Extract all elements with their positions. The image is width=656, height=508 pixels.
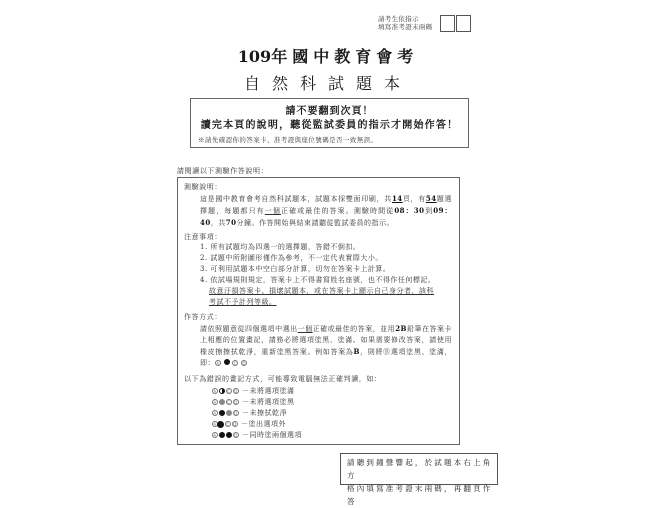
bubble-half-filled-icon xyxy=(219,388,225,394)
bubble-c-icon: C xyxy=(226,422,230,427)
exam-title-rest: 年國中教育會考 xyxy=(271,47,419,66)
instructions-intro: 請閱讀以下測驗作答說明： xyxy=(177,167,269,175)
example-answer: B xyxy=(353,347,360,356)
bubble-a-icon: A xyxy=(216,361,220,366)
duration-minutes: 70 xyxy=(225,218,237,227)
bubble-d-icon: D xyxy=(242,361,246,366)
bubble-a-icon: A xyxy=(213,433,217,438)
page-count: 14 xyxy=(391,194,403,203)
example-bubbles xyxy=(215,359,247,367)
bubble-d-icon: D xyxy=(234,389,238,394)
warning-line3: ※請先確認你的答案卡、准考證與座位號碼是否一致無誤。 xyxy=(198,136,378,144)
instructions-box xyxy=(177,177,460,445)
exam-code-instruction-line2: 填寫准考證末兩碼 xyxy=(378,23,433,31)
subject-title: 自然科試題本 xyxy=(243,74,412,93)
pencil-type: 2B xyxy=(395,324,407,333)
bubble-a-icon: A xyxy=(213,422,217,427)
note-item-1: 1. 所有試題均為四選一的選擇題，答錯不倒扣。 xyxy=(200,243,361,251)
exam-code-instruction xyxy=(378,15,432,31)
bubble-overflow-filled-icon xyxy=(217,421,224,428)
bubble-d-icon: D xyxy=(234,400,238,405)
note-item-2: 2. 試題中所附圖形僅作為參考，不一定代表實際大小。 xyxy=(200,254,383,262)
bubble-c-icon: C xyxy=(233,361,238,366)
wrong-mark-row: A C D －未將選項塗滿 xyxy=(213,387,295,395)
exam-title xyxy=(0,44,656,67)
note-item-4: 4. 依試場規則規定，答案卡上不得書寫姓名座號，也不得作任何標記。 xyxy=(200,276,436,284)
bubble-grey-filled-icon xyxy=(226,410,232,416)
start-time: 08：30 xyxy=(394,206,425,215)
bottom-notice-line1: 請聽到鐘聲響起，於試題本右上角方 xyxy=(347,458,493,480)
question-count: 54 xyxy=(425,194,437,203)
note-item-4-warning-2: 考試不予計列等級。 xyxy=(209,298,277,306)
bubble-a-icon: A xyxy=(213,400,217,405)
bubble-c-icon: C xyxy=(227,389,231,394)
warning-line2: 讀完本頁的說明，聽從監試委員的指示才開始作答！ xyxy=(200,120,459,131)
bubble-d-icon: D xyxy=(234,411,238,416)
wrong-mark-row: A D －未擦拭乾淨 xyxy=(213,409,287,417)
note-item-4-warning-1: 故意汙損答案卡、損壞試題本，或在答案卡上顯示自己身分者，該科 xyxy=(209,287,434,295)
test-info-heading: 測驗說明： xyxy=(184,183,222,191)
wrong-mark-row: A C D －塗出選項外 xyxy=(213,420,286,428)
bubble-grey-filled-icon xyxy=(219,399,225,405)
wrong-mark-row: A D －同時塗兩個選項 xyxy=(213,431,302,439)
bottom-notice-box xyxy=(340,453,498,506)
wrong-mark-row: A C D －未將選項塗黑 xyxy=(213,398,295,406)
bubble-filled-icon xyxy=(224,359,230,365)
bubble-filled-icon xyxy=(219,410,225,416)
bubble-filled-icon xyxy=(226,432,232,438)
wrong-marks-heading: 以下為錯誤的畫記方式，可能導致電腦無法正確判讀，如： xyxy=(184,375,382,383)
bubble-a-icon: A xyxy=(213,411,217,416)
exam-code-box-1[interactable] xyxy=(440,15,455,32)
bubble-c-icon: C xyxy=(227,400,231,405)
method-text: 請依照題意從四個選項中選出一個正確或最佳的答案，並用2B鉛筆在答案卡上相應的位置畫記，請務必將選項塗黑、塗滿。如果需要修改答案，請使用橡皮擦擦拭乾淨，重新塗黑答案。例如答案為B，則將Ⓑ選項塗黑、塗滿，即：A C D xyxy=(200,324,453,367)
exam-year: 109 xyxy=(237,47,272,66)
warning-line1: 請不要翻到次頁！ xyxy=(285,106,374,117)
warning-box xyxy=(190,98,469,148)
end-time: 09：40 xyxy=(200,206,453,227)
bubble-d-icon: D xyxy=(233,422,237,427)
exam-code-instruction-line1: 請考生依指示 xyxy=(378,15,419,23)
bubble-a-icon: A xyxy=(213,389,217,394)
exam-code-box-2[interactable] xyxy=(456,15,471,32)
notes-heading: 注意事項： xyxy=(184,233,222,241)
bubble-filled-icon xyxy=(219,432,225,438)
bottom-notice-line2: 格內填寫准考證末兩碼，再翻頁作答 xyxy=(347,484,493,506)
bubble-d-icon: D xyxy=(234,433,238,438)
test-info-text: 這是國中教育會考自然科試題本，試題本採雙面印刷，共14頁，有54題選擇題，每題都只有一個正確或最佳的答案。測驗時間從08：30到09：40，共70分鐘。作答開始與結束請聽從監試委員的指示。 xyxy=(200,194,453,227)
note-item-3: 3. 可利用試題本中空白部分計算，切勿在答案卡上計算。 xyxy=(200,265,391,273)
method-heading: 作答方式： xyxy=(184,313,222,321)
